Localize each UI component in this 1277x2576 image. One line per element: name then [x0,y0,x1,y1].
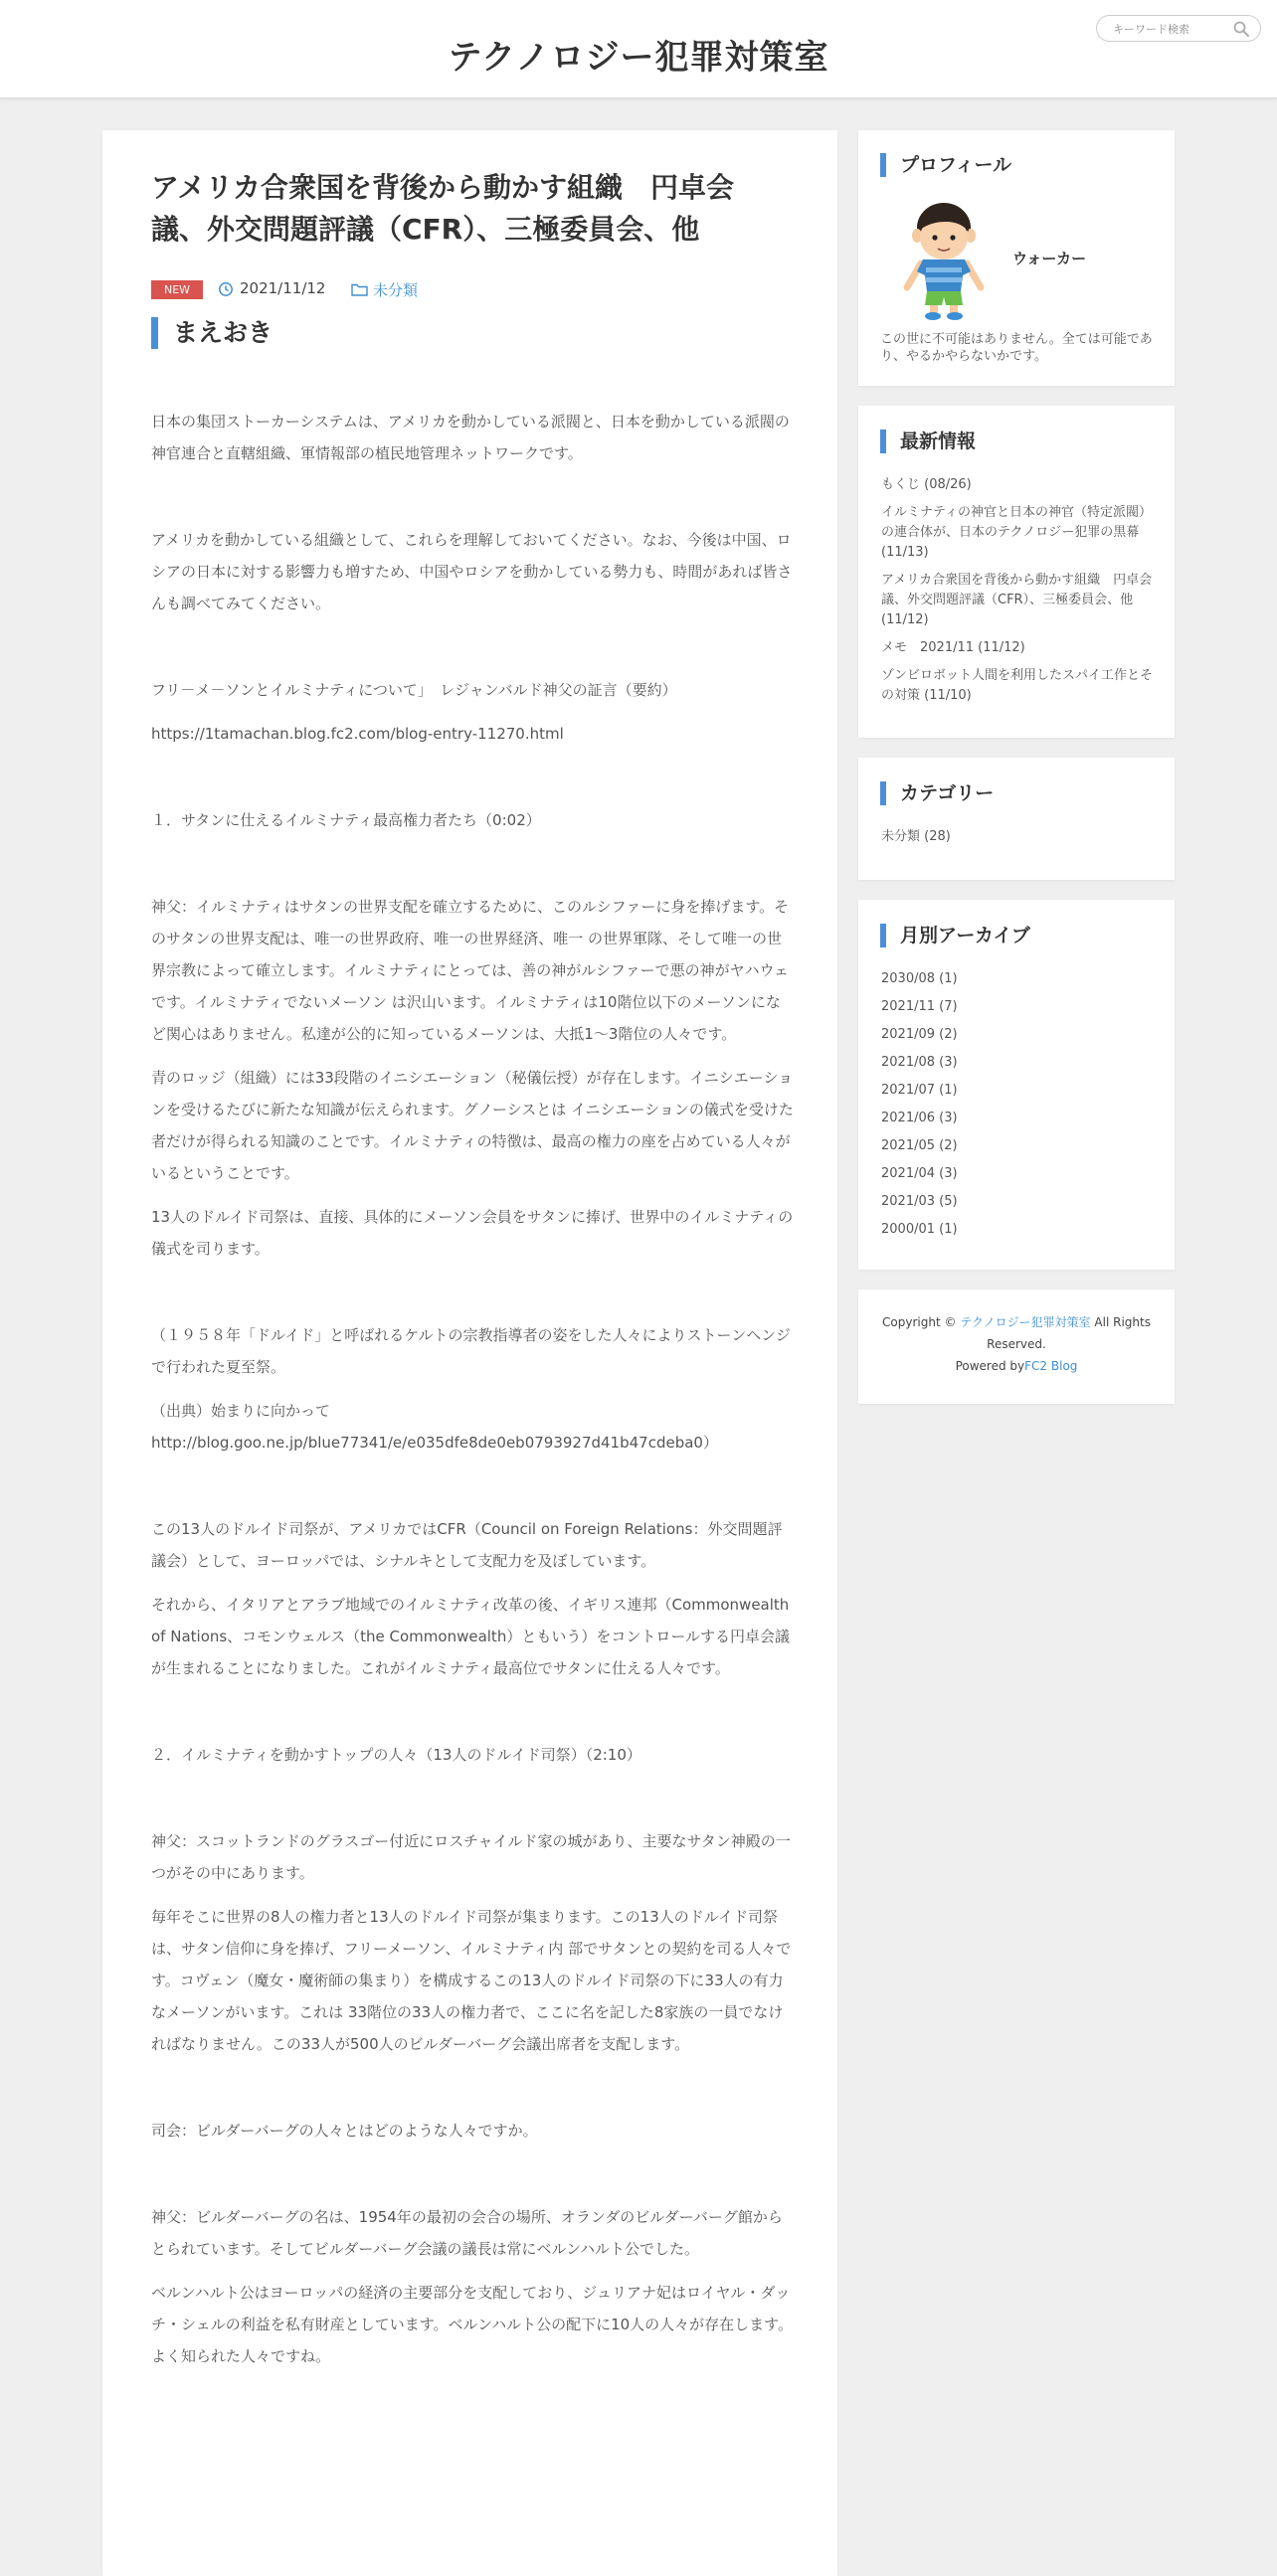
paragraph-heading: １．サタンに仕えるイルミナティ最高権力者たち（0:02） [151,811,541,829]
paragraph: アメリカを動かしている組織として、これらを理解しておいてください。なお、今後は中国、ロシアの日本に対する影響力も増すため、中国やロシアを動かしている勢力も、時間があれば皆さんも調べてみてください。 [151,531,793,612]
article-card [102,130,837,2576]
list-item [881,503,1158,563]
list-item [881,571,1158,630]
recent-post-link[interactable]: メモ 2021/11 (11/12) [881,640,1025,655]
paragraph-heading: ２．イルミナティを動かすトップの人々（13人のドルイド司祭）（2:10） [151,1746,641,1764]
post-date: 2021/11/12 [240,279,326,297]
recent-heading: 最新情報 [880,429,976,453]
powered-prefix: Powered by [955,1359,1025,1373]
archive-link[interactable]: 2030/08 (1) [881,971,958,986]
clock-icon [218,281,234,297]
section-heading: まえおき [151,317,273,349]
paragraph: それから、イタリアとアラブ地域でのイルミナティ改革の後、イギリス連邦（Commonwealth of Nations、コモンウェルス（the Commonwealth）ともいう）をコントロールする円卓会議が生まれることになりました。これがイルミナティ最高位でサタンに仕える人々です。 [151,1596,791,1677]
archive-link[interactable]: 2021/05 (2) [881,1138,958,1153]
profile-widget [858,130,1175,386]
search-input[interactable] [1111,19,1232,40]
archive-link[interactable]: 2021/11 (7) [881,999,958,1014]
paragraph: この13人のドルイド司祭が、アメリカではCFR（Council on Foreign Relations：外交問題評議会）として、ヨーロッパでは、シナルキとして支配力を及ぼしています。 [151,1520,783,1570]
fc2-blog-link[interactable]: FC2 Blog [1024,1359,1078,1373]
list-item [881,1109,1158,1128]
list-item [881,997,1158,1017]
list-item [881,1136,1158,1156]
list-item [881,1192,1158,1212]
paragraph: 司会：ビルダーバーグの人々とはどのような人々ですか。 [151,2122,538,2140]
category-link[interactable]: 未分類 (28) [881,829,951,844]
source-url: https://1tamachan.blog.fc2.com/blog-entry-11270.html [151,725,564,743]
archive-widget [858,900,1175,1270]
recent-post-link[interactable]: アメリカ合衆国を背後から動かす組織 円卓会議、外交問題評議（CFR）、三極委員会、他 (11/12) [881,573,1153,627]
archive-link[interactable]: 2021/08 (3) [881,1055,958,1070]
profile-description: この世に不可能はありません。全ては可能であり、やるかやらないかです。 [880,332,1153,364]
source-citation: （出典）始まりに向かって http://blog.goo.ne.jp/blue77341/e/e035dfe8de0eb0793927d41b47cdeba0） [151,1402,718,1452]
author-name: ウォーカー [1012,250,1087,267]
list-item [881,1053,1158,1073]
avatar [891,198,997,321]
recent-post-link[interactable]: ゾンビロボット人間を利用したスパイ工作とその対策 (11/10) [881,668,1154,703]
site-header [0,0,1277,98]
recent-list [881,475,1158,714]
post-category-link[interactable]: 未分類 [373,281,419,299]
list-item [881,666,1158,706]
footer-site-link[interactable]: テクノロジー犯罪対策室 [960,1315,1091,1329]
rights-text: All Rights Reserved. [987,1315,1151,1351]
paragraph: 毎年そこに世界の8人の権力者と13人のドルイド司祭が集まります。この13人のドルイド司祭は、サタン信仰に身を捧げ、フリーメーソン、イルミナティ内 部でサタンとの契約を司る人々です。コヴェン（魔女・魔術師の集まり）を構成するこの13人のドルイド司祭の下に33人の有力なメーソンがいます。これは 33階位の33人の権力者で、ここに名を記した8家族の一員でなければなりません。この33人が500人のビルダーバーグ会議出席者を支配します。 [151,1908,792,2053]
profile-heading: プロフィール [880,153,1011,177]
post-title: アメリカ合衆国を背後から動かす組織 円卓会議、外交問題評議（CFR）、三極委員会、他 [151,171,735,246]
paragraph: 神父：イルミナティはサタンの世界支配を確立するために、このルシファーに身を捧げます。そのサタンの世界支配は、唯一の世界政府、唯一の世界経済、唯一 の世界軍隊、そして唯一の世界宗教によって確立します。イルミナティにとっては、善の神がルシファーで悪の神がヤハウェです。イルミナティでないメーソン は沢山います。イルミナティは10階位以下のメーソンになど関心はありません。私達が公的に知っているメーソンは、大抵1～3階位の人々です。 [151,898,790,1043]
paragraph: 神父：ビルダーバーグの名は、1954年の最初の会合の場所、オランダのビルダーバーグ館からとられています。そしてビルダーバーグ会議の議長は常にベルンハルト公でした。 [151,2208,783,2258]
paragraph: 日本の集団ストーカーシステムは、アメリカを動かしている派閥と、日本を動かしている派閥の神官連合と直轄組織、軍情報部の植民地管理ネットワークです。 [151,413,790,462]
category-heading: カテゴリー [880,781,994,805]
recent-post-link[interactable]: もくじ (08/26) [881,477,972,492]
recent-posts-widget [858,406,1175,738]
copyright [874,1311,1159,1377]
list-item [881,969,1158,989]
post-body [151,406,794,2384]
paragraph: フリ－メ－ソンとイルミナティについて」 レジャンバルド神父の証言（要約） [151,681,677,699]
site-title-link[interactable]: テクノロジー犯罪対策室 [448,38,829,78]
paragraph: 青のロッジ（組織）には33段階のイニシエーション（秘儀伝授）が存在します。イニシエーションを受けるたびに新たな知識が伝えられます。グノーシスとは イニシエーションの儀式を受けた者だけが得られる知識のことです。イルミナティの特徴は、最高の権力の座を占めている人々がいるということです。 [151,1069,794,1182]
paragraph: ベルンハルト公はヨーロッパの経済の主要部分を支配しており、ジュリアナ妃はロイヤル・ダッチ・シェルの利益を私有財産としています。ベルンハルト公の配下に10人の人々が存在します。よく知られた人々ですね。 [151,2284,793,2365]
archive-link[interactable]: 2021/03 (5) [881,1194,958,1209]
search-box[interactable] [1096,15,1261,42]
archive-link[interactable]: 2000/01 (1) [881,1222,958,1237]
archive-link[interactable]: 2021/09 (2) [881,1027,958,1042]
footer-widget [858,1289,1175,1404]
list-item [881,1025,1158,1045]
list-item [881,827,1158,847]
list-item [881,1164,1158,1184]
archive-heading: 月別アーカイブ [880,924,1030,947]
archive-list [881,969,1158,1248]
archive-link[interactable]: 2021/07 (1) [881,1083,958,1098]
paragraph: （１９５８年「ドルイド」と呼ばれるケルトの宗教指導者の姿をした人々によりストーンヘンジで行われた夏至祭。 [151,1326,791,1376]
copyright-prefix: Copyright © [882,1315,957,1329]
list-item [881,475,1158,495]
paragraph: 13人のドルイド司祭は、直接、具体的にメーソン会員をサタンに捧げ、世界中のイルミナティの儀式を司ります。 [151,1208,794,1258]
folder-icon [351,282,368,296]
category-widget [858,758,1175,880]
archive-link[interactable]: 2021/06 (3) [881,1111,958,1125]
search-icon[interactable] [1232,20,1250,38]
paragraph: 神父：スコットランドのグラスゴー付近にロスチャイルド家の城があり、主要なサタン神殿の一つがその中にあります。 [151,1832,791,1882]
recent-post-link[interactable]: イルミナティの神官と日本の神官（特定派閥）の連合体が、日本のテクノロジー犯罪の黒幕 (11/13) [881,505,1152,560]
list-item [881,1220,1158,1240]
category-list [881,827,1158,855]
list-item [881,1081,1158,1101]
archive-link[interactable]: 2021/04 (3) [881,1166,958,1181]
list-item [881,638,1158,658]
new-badge: NEW [151,280,203,299]
